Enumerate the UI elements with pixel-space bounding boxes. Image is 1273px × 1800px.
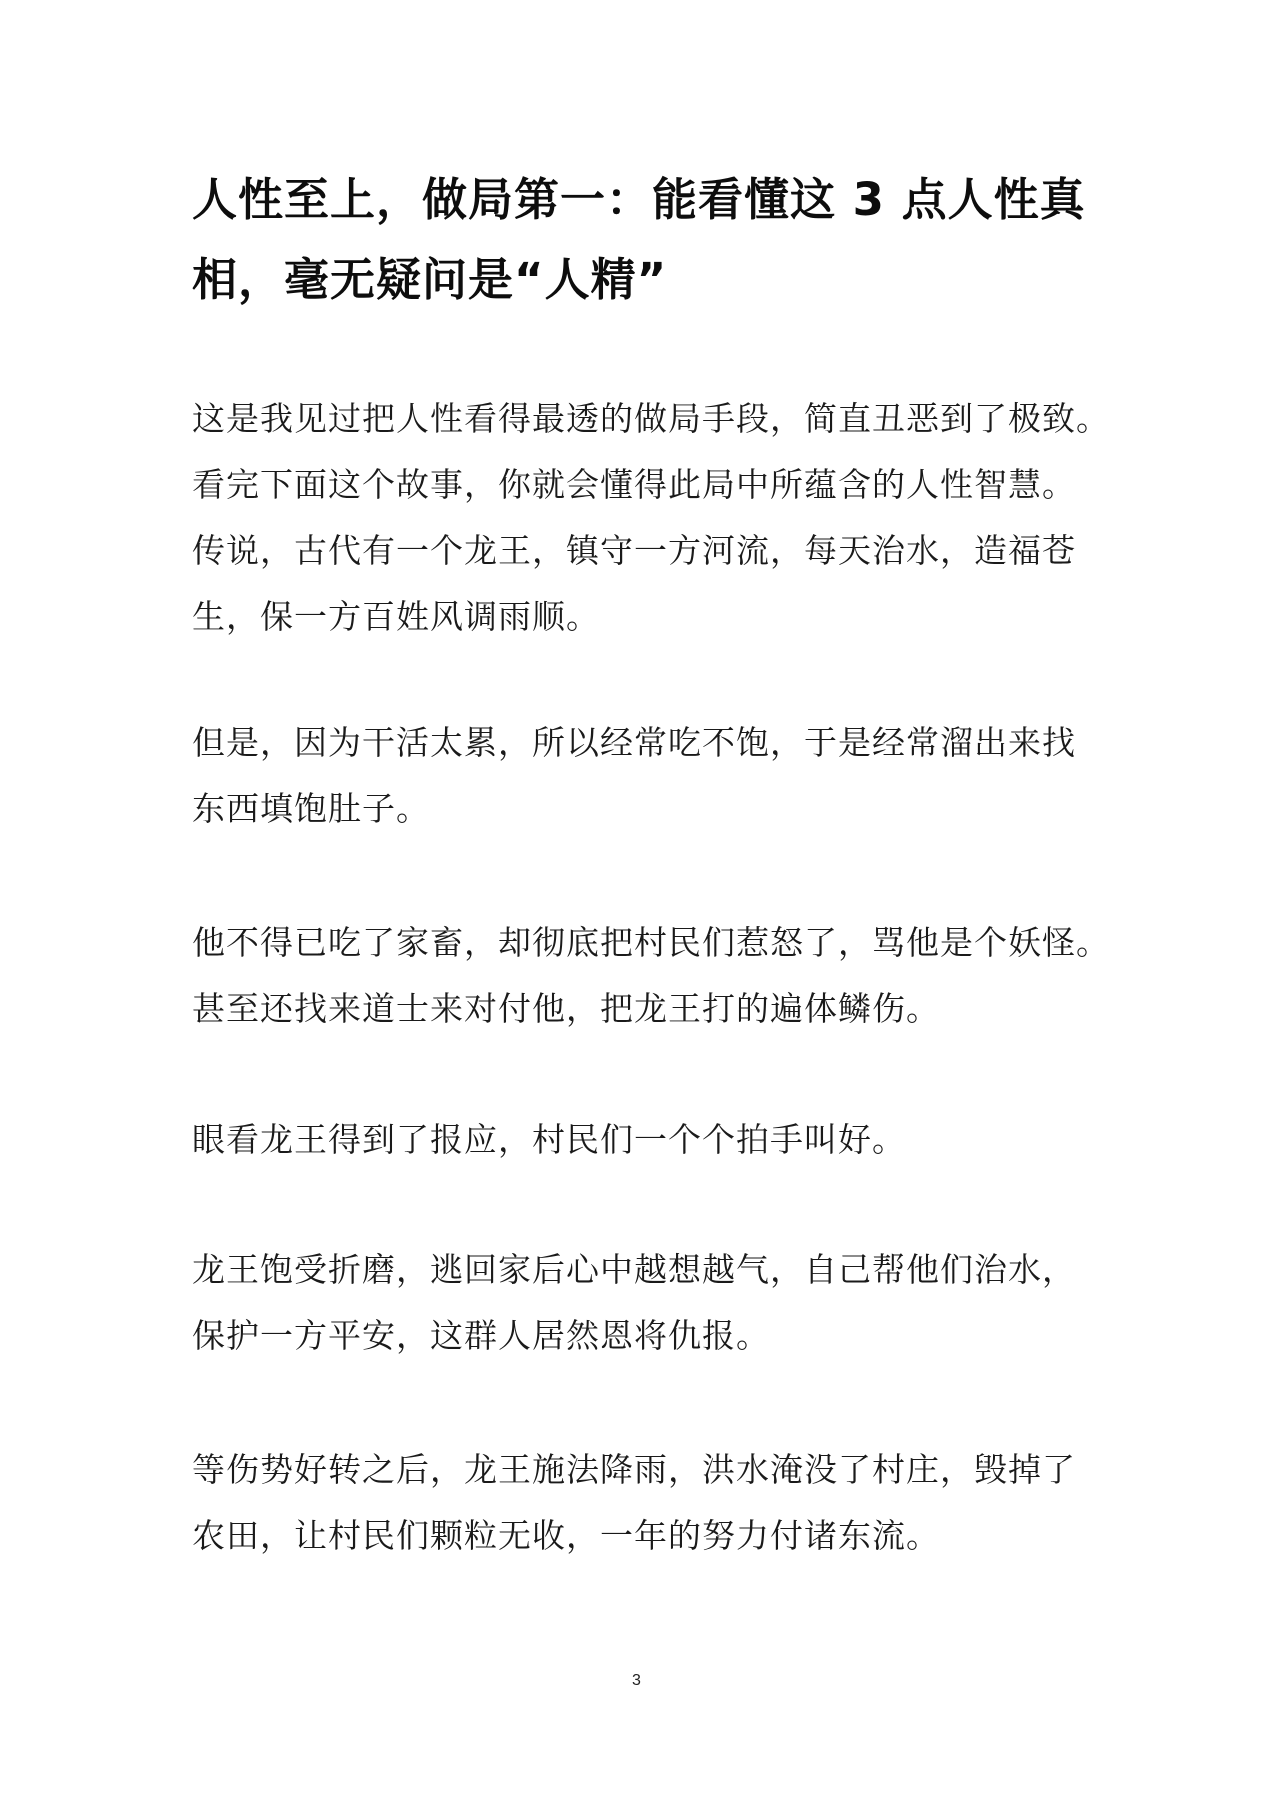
paragraph: [192, 1107, 1112, 1173]
title-line: 人性至上，做局第一：能看懂这 3 点人性真: [192, 173, 1086, 226]
paragraph-line: 龙王饱受折磨，逃回家后心中越想越气，自己帮他们治水，: [192, 1250, 1076, 1289]
paragraph-line: 农田，让村民们颗粒无收，一年的努力付诸东流。: [192, 1516, 940, 1555]
paragraph-line: 看完下面这个故事，你就会懂得此局中所蕴含的人性智慧。: [192, 465, 1076, 504]
title-line: 相，毫无疑问是“人精”: [192, 253, 668, 306]
paragraph-line: 甚至还找来道士来对付他，把龙王打的遍体鳞伤。: [192, 989, 940, 1028]
paragraph-line: 眼看龙王得到了报应，村民们一个个拍手叫好。: [192, 1120, 906, 1159]
paragraph-line: 传说，古代有一个龙王，镇守一方河流，每天治水，造福苍: [192, 531, 1076, 570]
paragraph: [192, 1237, 1112, 1369]
paragraph-line: 等伤势好转之后，龙王施法降雨，洪水淹没了村庄，毁掉了: [192, 1450, 1076, 1489]
paragraph: [192, 1437, 1112, 1569]
paragraph: [192, 910, 1112, 1042]
paragraph-line: 东西填饱肚子。: [192, 789, 430, 828]
paragraph-line: 他不得已吃了家畜，却彻底把村民们惹怒了，骂他是个妖怪。: [192, 923, 1110, 962]
paragraph-line: 生，保一方百姓风调雨顺。: [192, 597, 600, 636]
paragraph: [192, 710, 1112, 842]
paragraph-line: 但是，因为干活太累，所以经常吃不饱，于是经常溜出来找: [192, 723, 1076, 762]
page-number: 3: [632, 1672, 641, 1689]
paragraph-line: 这是我见过把人性看得最透的做局手段，简直丑恶到了极致。: [192, 399, 1110, 438]
paragraph: [192, 386, 1112, 650]
article-title: [192, 160, 1092, 320]
paragraph-line: 保护一方平安，这群人居然恩将仇报。: [192, 1316, 770, 1355]
